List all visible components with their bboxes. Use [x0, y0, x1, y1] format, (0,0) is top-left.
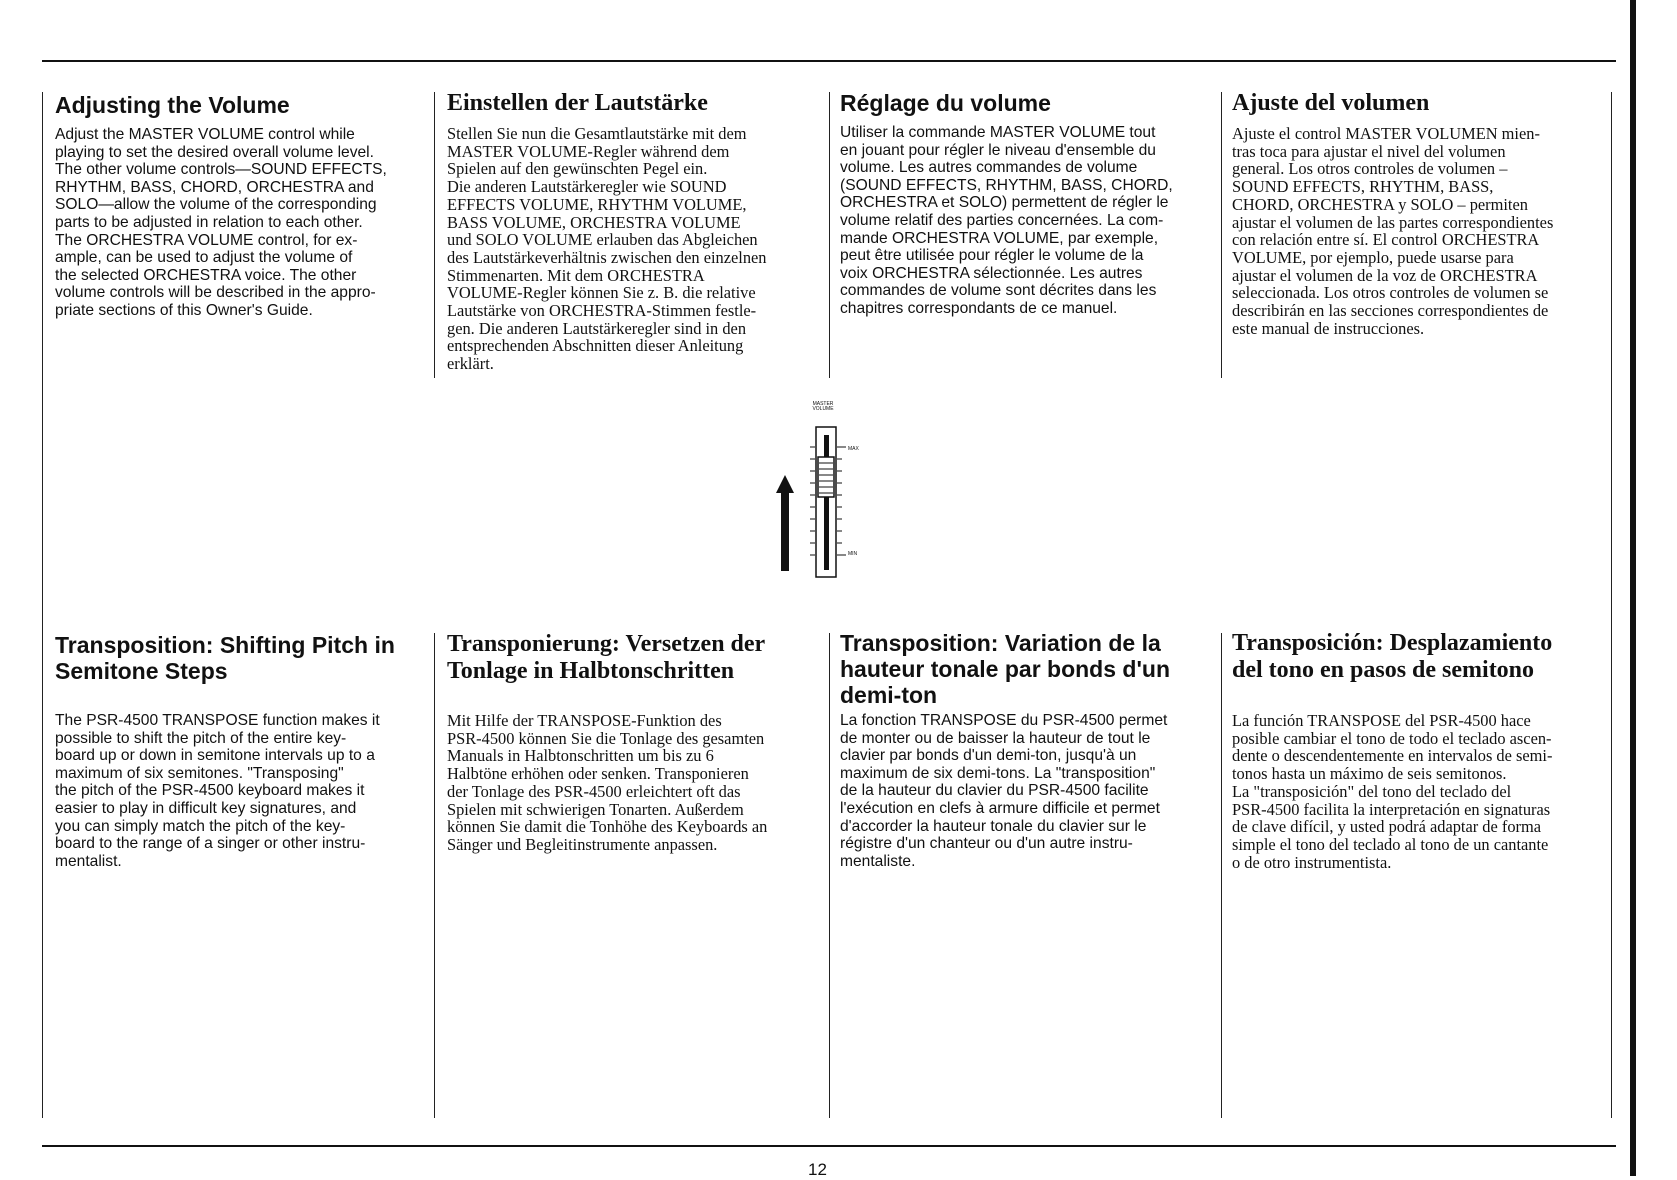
slider-ticks-left: [810, 447, 815, 555]
transpose-es-title: Transposición: Desplazamiento del tono en pasos de semitono: [1232, 630, 1553, 683]
transpose-de-body: Mit Hilfe der TRANSPOSE-Funktion des PSR-4500 können Sie die Tonlage des gesamten Manuals in Halbtonschritten um bis zu 6 Halbtöne erhöhen oder senken. Transponieren der Tonlage des PSR-4500 erleichtert oft das Spielen mit schwierigen Tonarten. Außerdem können Sie damit die Tonhöhe des Keyboards an Sänger und Begleitinstrumente anpassen.: [447, 711, 768, 854]
volume-de-body: Stellen Sie nun die Gesamtlautstärke mit dem MASTER VOLUME-Regler während dem Spielen auf den gewünschten Pegel ein. Die anderen Lautstärkeregler wie SOUND EFFECTS VOLUME, RHYTHM VOLUME, BASS VOLUME, ORCHESTRA VOLUME und SOLO VOLUME erlauben das Abgleichen des Lautstärkeverhältnis zwischen den einzelnen Stimmenarten. Mit dem ORCHESTRA VOLUME-Regler können Sie z. B. die relative Lautstärke von ORCHESTRA-Stimmen festle- gen. Die anderen Lautstärkeregler sind in den entsprechenden Abschnitten dieser Anleitung erklärt.: [447, 124, 767, 374]
volume-es-body: Ajuste el control MASTER VOLUMEN mien- tras toca para ajustar el nivel del volumen general. Los otros controles de volumen – SOUND EFFECTS, RHYTHM, BASS, CHORD, ORCHESTRA y SOLO – permiten ajustar el volumen de las partes correspondientes con relación entre sí. El control ORCHESTRA VOLUME, por ejemplo, puede usarse para ajustar el volumen de la voz de ORCHESTRA seleccionada. Los otros controles de volumen se describirán en las secciones correspondientes de este manual de instrucciones.: [1232, 124, 1554, 338]
volume-es-title: Ajuste del volumen: [1232, 90, 1430, 116]
transpose-en-body: The PSR-4500 TRANSPOSE function makes it possible to shift the pitch of the entire key- board up or down in semitone intervals up to a maximum of six semitones. "Transposing" the pitch of the PSR-4500 keyboard makes it easier to play in difficult key signatures, and you can simply match the pitch of the key- board to the range of a singer or other instru- mentalist.: [55, 712, 380, 870]
bottom-rule: [42, 1145, 1616, 1147]
transpose-fr-body: La fonction TRANSPOSE du PSR-4500 permet de monter ou de baisser la hauteur de tout le clavier par bonds d'un demi-ton, jusqu'à un maximum de six demi-tons. La "transposition" de la hauteur du clavier du PSR-4500 facilite l'exécution en clefs à armure difficile et permet d'accorder la hauteur tonale du clavier sur le régistre d'un chanteur ou d'un autre instru- mentaliste.: [840, 712, 1168, 870]
min-label: MIN: [848, 551, 858, 557]
volume-en-title: Adjusting the Volume: [55, 92, 290, 118]
volume-de-title: Einstellen der Lautstärke: [447, 90, 708, 116]
master-volume-label: [806, 402, 840, 412]
column-divider: [434, 633, 435, 1118]
slider-track: [824, 435, 829, 570]
transpose-fr-column: [840, 630, 1215, 870]
volume-fr-column: [840, 90, 1215, 318]
volume-de-column: [447, 90, 822, 373]
column-divider: [1611, 92, 1612, 1118]
master-volume-label-line1: MASTER: [812, 401, 834, 407]
master-volume-slider-illustration: [770, 415, 860, 585]
top-rule: [42, 60, 1616, 62]
transpose-en-column: [55, 632, 430, 870]
transpose-en-title: Transposition: Shifting Pitch in Semitone Steps: [55, 632, 395, 684]
transpose-de-column: [447, 631, 822, 854]
transpose-es-column: [1232, 630, 1607, 871]
column-divider: [829, 92, 830, 378]
column-divider: [1221, 92, 1222, 378]
volume-fr-body: Utiliser la commande MASTER VOLUME tout en jouant pour régler le niveau d'ensemble du volume. Les autres commandes de volume (SOUND EFFECTS, RHYTHM, BASS, CHORD, ORCHESTRA et SOLO) permettent de régler le volume relatif des parties concernées. La com- mande ORCHESTRA VOLUME, par exemple, peut être utilisée pour régler le volume de la voix ORCHESTRA sélectionnée. Les autres commandes de volume sont décrites dans les chapitres correspondants de ce manuel.: [840, 124, 1173, 317]
transpose-es-body: La función TRANSPOSE del PSR-4500 hace posible cambiar el tono de todo el teclado ascen- dente o descendentemente en intervalos de semi- tonos hasta un máximo de seis semitonos. La "transposición" del tono del teclado del PSR-4500 facilita la interpretación en signaturas de clave difícil, y usted podrá adaptar de forma simple el tono del teclado al tono de un cantante o de otro instrumentista.: [1232, 711, 1553, 872]
column-divider: [1221, 633, 1222, 1118]
column-divider: [829, 633, 830, 1118]
slider-knob: [818, 457, 834, 497]
max-label: MAX: [848, 446, 859, 452]
volume-en-column: [55, 92, 430, 320]
volume-en-body: Adjust the MASTER VOLUME control while playing to set the desired overall volume level. The other volume controls—SOUND EFFECTS, RHYTHM, BASS, CHORD, ORCHESTRA and SOLO—allow the volume of the corresponding parts to be adjusted in relation to each other. The ORCHESTRA VOLUME control, for ex- ample, can be used to adjust the volume of the selected ORCHESTRA voice. The other volume controls will be described in the appro- priate sections of this Owner's Guide.: [55, 126, 387, 319]
transpose-de-title: Transponierung: Versetzen der Tonlage in Halbtonschritten: [447, 631, 766, 684]
page-number: 12: [808, 1160, 827, 1179]
page-edge-bar: [1630, 0, 1636, 1176]
volume-es-column: [1232, 90, 1607, 337]
transpose-fr-title: Transposition: Variation de la hauteur tonale par bonds d'un demi-ton: [840, 630, 1171, 708]
arrow-up-icon: [776, 475, 794, 571]
master-volume-label-line2: VOLUME: [812, 406, 834, 412]
column-divider: [42, 92, 43, 1118]
slider-ticks-right: [837, 447, 846, 555]
volume-fr-title: Réglage du volume: [840, 90, 1051, 116]
column-divider: [434, 92, 435, 378]
